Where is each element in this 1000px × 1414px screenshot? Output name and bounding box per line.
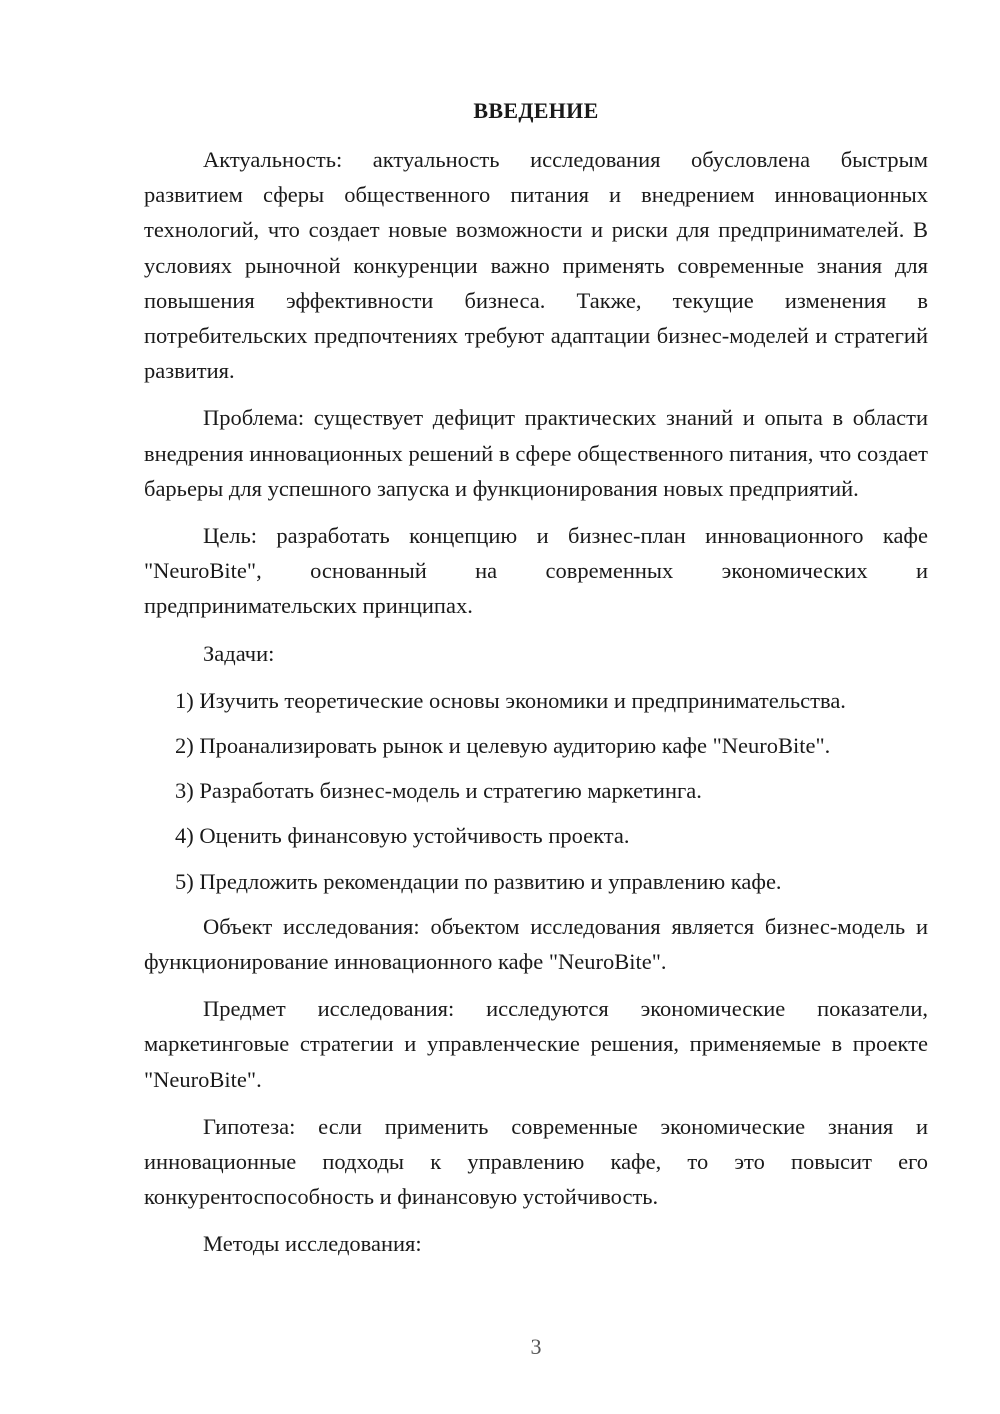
page-content xyxy=(144,96,928,1274)
tasks-list xyxy=(144,683,928,899)
problem-paragraph: Проблема: существует дефицит практических знаний и опыта в области внедрения инновационных решений в сфере общественного питания, что создает барьеры для успешного запуска и функционирования новых предприятий. xyxy=(144,405,928,501)
task-item: 1) Изучить теоретические основы экономики и предпринимательства. xyxy=(175,687,846,713)
task-item: 4) Оценить финансовую устойчивость проекта. xyxy=(175,823,630,849)
page-number: 3 xyxy=(530,1334,542,1359)
relevance-paragraph: Актуальность: актуальность исследования обусловлена быстрым развитием сферы общественного питания и внедрением инновационных технологий, что создает новые возможности и риски для предпринимателей. В условиях рыночной конкуренции важно применять современные знания для повышения эффективности бизнеса. Также, текущие изменения в потребительских предпочтениях требуют адаптации бизнес-моделей и стратегий развития. xyxy=(144,147,928,384)
methods-label: Методы исследования: xyxy=(203,1231,422,1257)
tasks-label: Задачи: xyxy=(203,640,275,666)
goal-paragraph: Цель: разработать концепцию и бизнес-план инновационного кафе "NeuroBite", основанный на современных экономических и предпринимательских принципах. xyxy=(144,523,928,619)
task-item: 5) Предложить рекомендации по развитию и управлению кафе. xyxy=(175,868,782,894)
section-heading: ВВЕДЕНИЕ xyxy=(473,98,599,123)
subject-paragraph: Предмет исследования: исследуются экономические показатели, маркетинговые стратегии и управленческие решения, применяемые в проекте "NeuroBite". xyxy=(144,996,928,1092)
task-item: 3) Разработать бизнес-модель и стратегию маркетинга. xyxy=(175,778,702,804)
task-item: 2) Проанализировать рынок и целевую аудиторию кафе "NeuroBite". xyxy=(175,733,831,759)
hypothesis-paragraph: Гипотеза: если применить современные экономические знания и инновационные подходы к управлению кафе, то это повысит его конкурентоспособность и финансовую устойчивость. xyxy=(144,1113,928,1210)
object-paragraph: Объект исследования: объектом исследования является бизнес-модель и функционирование инновационного кафе "NeuroBite". xyxy=(144,913,928,975)
